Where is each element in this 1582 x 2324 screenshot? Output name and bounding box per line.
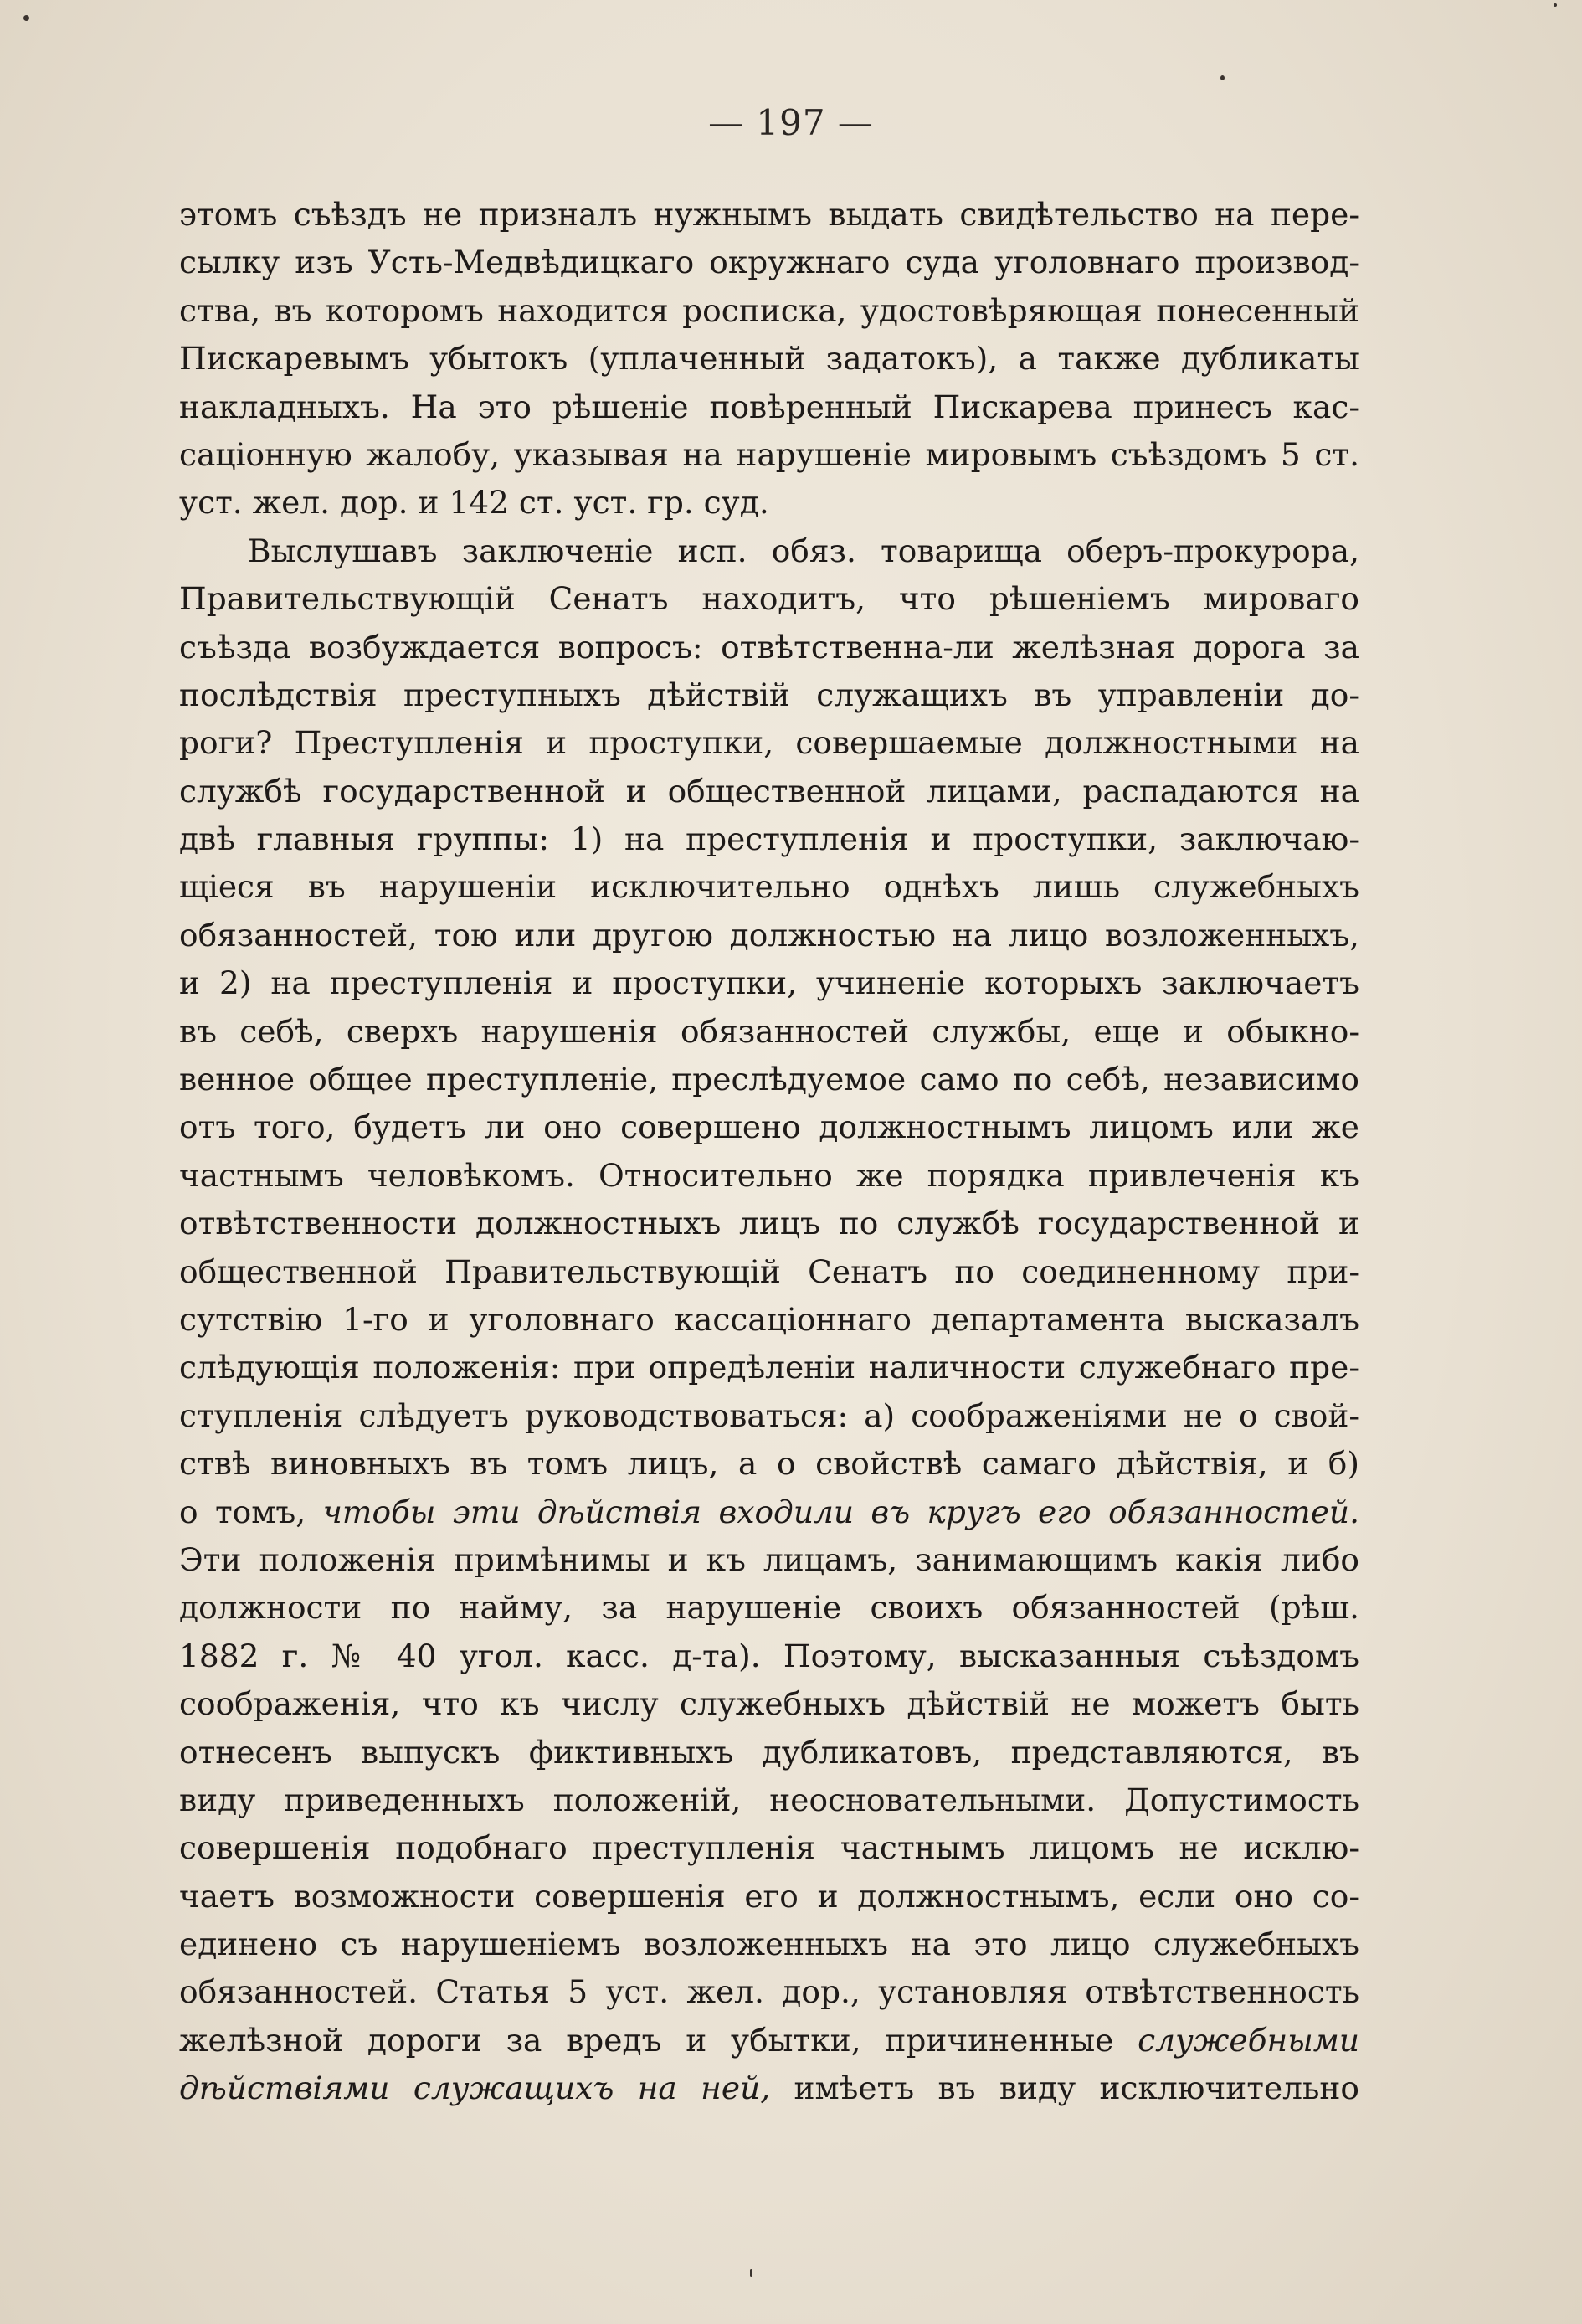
text-line: единено съ нарушеніемъ возложенныхъ на это лицо служебныхъ — [179, 1926, 1359, 1963]
text-line: слѣдующія положенія: при опредѣленіи наличности служебнаго пре- — [179, 1349, 1359, 1386]
text-line: сутствію 1-го и уголовнаго кассаціоннаго департамента высказалъ — [179, 1300, 1359, 1338]
text-line: ступленія слѣдуетъ руководствоваться: а) соображеніями не о свой- — [179, 1396, 1359, 1434]
paragraph-start-line: Выслушавъ заключеніе исп. обяз. товарища оберъ-прокурора, — [248, 532, 1359, 569]
page-number: — 197 — — [708, 102, 874, 143]
text-line: Эти положенія примѣнимы и къ лицамъ, занимающимъ какія либо — [179, 1540, 1359, 1578]
text-line: венное общее преступленіе, преслѣдуемое само по себѣ, независимо — [179, 1061, 1359, 1098]
paper-speck — [1220, 75, 1225, 80]
text-line: съѣзда возбуждается вопросъ: отвѣтственна-ли желѣзная дорога за — [179, 628, 1359, 666]
text-line: ствѣ виновныхъ въ томъ лицъ, а о свойствѣ самаго дѣйствія, и б) — [179, 1445, 1359, 1483]
text-line: двѣ главныя группы: 1) на преступленія и проступки, заключаю- — [179, 820, 1359, 858]
text-line: отъ того, будетъ ли оно совершено должностнымъ лицомъ или же — [179, 1108, 1359, 1146]
text-line: обязанностей. Статья 5 уст. жел. дор., установляя отвѣтственность — [179, 1973, 1359, 2011]
text-line: послѣдствія преступныхъ дѣйствій служащихъ въ управленіи до- — [179, 676, 1359, 713]
text-line-with-italic — [179, 2064, 1359, 2112]
text-line: виду приведенныхъ положеній, неосновательными. Допустимость — [179, 1781, 1359, 1818]
text-line: службѣ государственной и общественной лицами, распадаются на — [179, 772, 1359, 810]
text-line: ства, въ которомъ находится росписка, удостовѣряющая понесенный — [179, 291, 1359, 329]
text-line: и 2) на преступленія и проступки, учиненіе которыхъ заключаетъ — [179, 964, 1359, 1002]
paper-speck — [750, 2269, 752, 2277]
text-line-with-italic — [179, 1488, 1359, 1536]
regular-text: имѣетъ въ виду исключительно — [770, 2069, 1359, 2107]
text-line: роги? Преступленія и проступки, совершаемые должностными на — [179, 724, 1359, 762]
text-line: чаетъ возможности совершенія его и должностнымъ, если оно со- — [179, 1877, 1359, 1915]
paragraph-end-line: уст. жел. дор. и 142 ст. уст. гр. суд. — [179, 484, 769, 522]
text-line: Правительствующій Сенатъ находитъ, что рѣшеніемъ мироваго — [179, 580, 1359, 618]
regular-text: о томъ, — [179, 1493, 323, 1530]
italic-text: дѣйствіями служащихъ на ней, — [179, 2069, 771, 2107]
text-line: отнесенъ выпускъ фиктивныхъ дубликатовъ, представляются, въ — [179, 1733, 1359, 1771]
text-line: этомъ съѣздъ не призналъ нужнымъ выдать свидѣтельство на пере- — [179, 196, 1359, 233]
text-line: общественной Правительствующій Сенатъ по соединенному при- — [179, 1252, 1359, 1290]
text-line-with-italic — [179, 2017, 1359, 2064]
text-line: отвѣтственности должностныхъ лицъ по службѣ государственной и — [179, 1205, 1359, 1242]
italic-text: чтобы эти дѣйствія входили въ кругъ его обязанностей. — [322, 1493, 1359, 1530]
text-line: 1882 г. № 40 угол. касс. д-та). Поэтому, высказанныя съѣздомъ — [179, 1637, 1359, 1674]
italic-text: служебными — [1138, 2021, 1359, 2059]
text-line: въ себѣ, сверхъ нарушенія обязанностей службы, еще и обыкно- — [179, 1012, 1359, 1050]
body-text — [179, 191, 1359, 2113]
regular-text: желѣзной дороги за вредъ и убытки, причиненные — [179, 2021, 1138, 2059]
text-line: должности по найму, за нарушеніе своихъ обязанностей (рѣш. — [179, 1589, 1359, 1627]
text-line: обязанностей, тою или другою должностью на лицо возложенныхъ, — [179, 916, 1359, 954]
text-line: Пискаревымъ убытокъ (уплаченный задатокъ), а также дубликаты — [179, 340, 1359, 378]
text-line: сылку изъ Усть-Медвѣдицкаго окружнаго суда уголовнаго производ- — [179, 244, 1359, 281]
text-line: саціонную жалобу, указывая на нарушеніе мировымъ съѣздомъ 5 ст. — [179, 435, 1359, 473]
text-line: совершенія подобнаго преступленія частнымъ лицомъ не исклю- — [179, 1829, 1359, 1867]
text-line: соображенія, что къ числу служебныхъ дѣйствій не можетъ быть — [179, 1685, 1359, 1723]
text-line: щіеся въ нарушеніи исключительно однѣхъ лишь служебныхъ — [179, 868, 1359, 906]
text-line: накладныхъ. На это рѣшеніе повѣренный Пискарева принесъ кас- — [179, 388, 1359, 425]
paper-speck — [23, 15, 29, 21]
text-line: частнымъ человѣкомъ. Относительно же порядка привлеченія къ — [179, 1156, 1359, 1194]
paper-speck — [1554, 3, 1557, 7]
